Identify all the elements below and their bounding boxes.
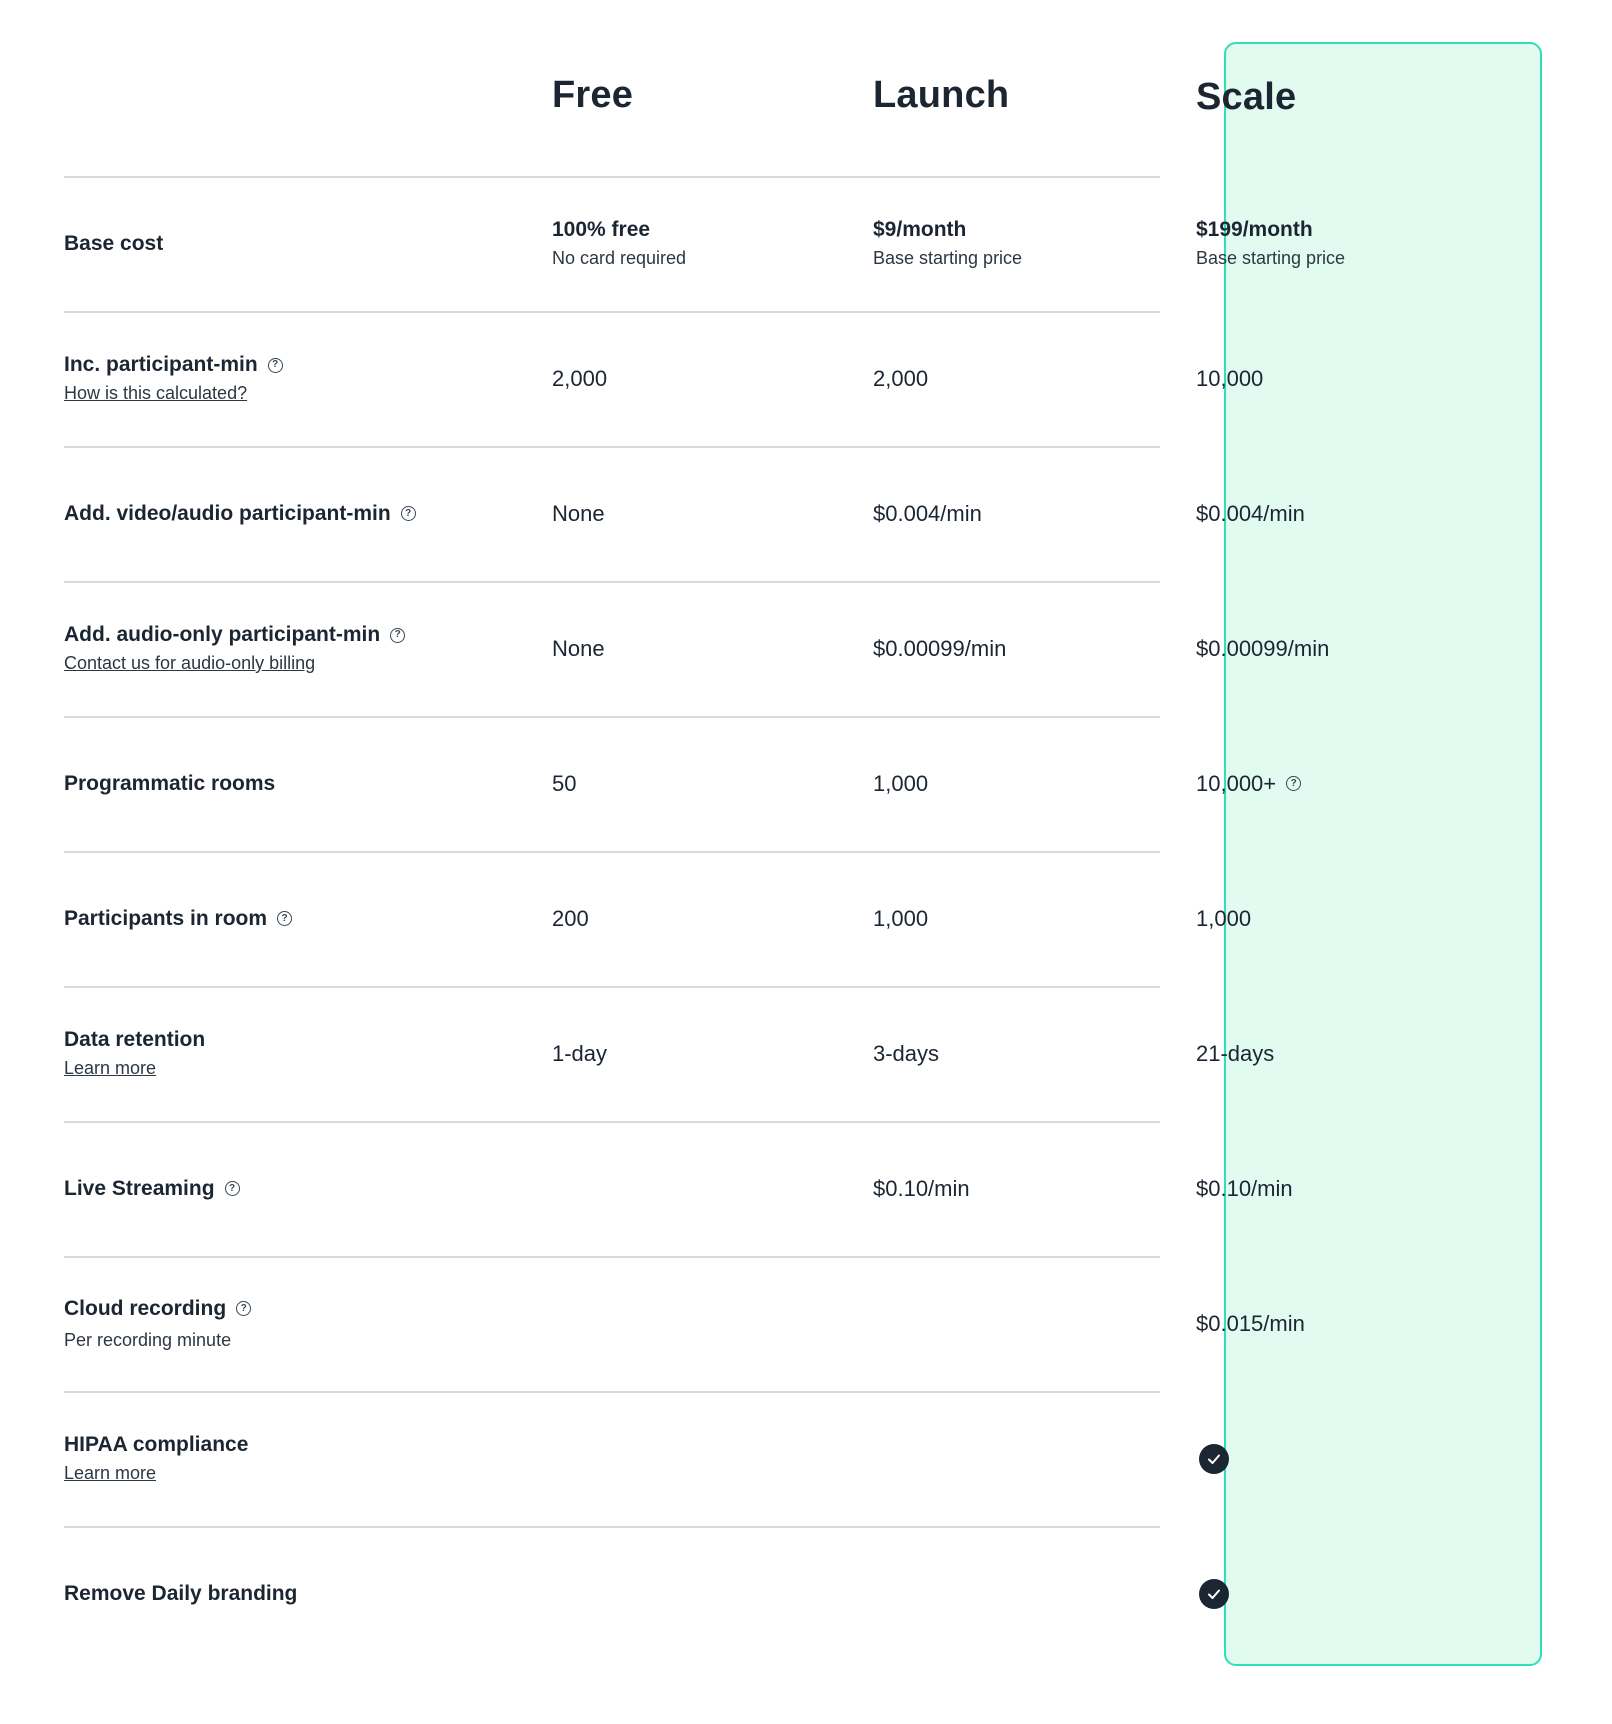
feature-label-cell [64, 1256, 504, 1391]
scale-base-cost-note: Base starting price [1196, 248, 1346, 268]
row-video-audio-participant-min [64, 446, 1482, 581]
scale-value: 1,000 [1196, 905, 1252, 931]
feature-label [64, 502, 504, 526]
question-circle-icon[interactable]: ? [277, 911, 292, 926]
feature-sublabel: Per recording minute [64, 1329, 232, 1350]
scale-cell [1196, 581, 1476, 716]
question-circle-icon[interactable]: ? [236, 1301, 251, 1316]
feature-label-text: HIPAA compliance [64, 1433, 249, 1456]
free-cell [552, 1256, 852, 1391]
feature-label [64, 1433, 504, 1457]
launch-value: 2,000 [873, 365, 929, 391]
feature-label-cell [64, 716, 504, 851]
how-calculated-link[interactable]: How is this calculated? [64, 383, 248, 403]
feature-label [64, 1582, 504, 1606]
launch-value: $0.00099/min [873, 635, 1007, 661]
scale-value [1196, 771, 1476, 797]
scale-cell [1196, 311, 1476, 446]
feature-label-text: Add. audio-only participant-min [64, 623, 381, 646]
free-value: None [552, 500, 605, 526]
row-participants-in-room [64, 851, 1482, 986]
check-circle-icon [1199, 1444, 1229, 1474]
scale-value: $0.015/min [1196, 1310, 1305, 1336]
row-remove-daily-branding [64, 1526, 1482, 1661]
launch-cell [873, 1256, 1173, 1391]
launch-cell [873, 1121, 1173, 1256]
question-circle-icon[interactable]: ? [268, 358, 283, 373]
free-cell [552, 716, 852, 851]
question-circle-icon[interactable]: ? [401, 506, 416, 521]
scale-cell [1196, 446, 1476, 581]
feature-label [64, 623, 504, 647]
free-cell [552, 851, 852, 986]
feature-label-cell [64, 851, 504, 986]
feature-label-text: Remove Daily branding [64, 1581, 298, 1605]
check-circle-icon [1199, 1579, 1229, 1609]
launch-cell [873, 446, 1173, 581]
feature-label-cell [64, 986, 504, 1121]
free-cell [552, 311, 852, 446]
feature-label [64, 1028, 504, 1052]
pricing-comparison-table [64, 0, 1482, 1724]
row-hipaa-compliance [64, 1391, 1482, 1526]
row-base-cost [64, 176, 1482, 311]
free-value: 50 [552, 770, 577, 796]
row-cloud-recording [64, 1256, 1482, 1391]
scale-value: $0.00099/min [1196, 635, 1330, 661]
scale-cell [1196, 1256, 1476, 1391]
free-cell [552, 1391, 852, 1526]
scale-cell [1196, 1121, 1476, 1256]
feature-label-cell [64, 1121, 504, 1256]
free-cell [552, 446, 852, 581]
data-retention-learn-more-link[interactable]: Learn more [64, 1058, 157, 1078]
question-circle-icon[interactable]: ? [1286, 776, 1301, 791]
plan-title-launch: Launch [873, 74, 1010, 116]
free-value: 200 [552, 905, 589, 931]
scale-value-text: 10,000+ [1196, 770, 1277, 796]
launch-base-cost: $9/month [873, 218, 967, 241]
scale-value: $0.10/min [1196, 1175, 1293, 1201]
scale-cell [1196, 176, 1476, 311]
launch-base-cost-note: Base starting price [873, 248, 1023, 268]
launch-cell [873, 851, 1173, 986]
plan-title-free: Free [552, 74, 634, 116]
feature-label [64, 353, 504, 377]
feature-label [64, 772, 504, 796]
free-cell [552, 1121, 852, 1256]
feature-label-cell [64, 311, 504, 446]
scale-value: 10,000 [1196, 365, 1264, 391]
feature-label [64, 907, 504, 931]
row-live-streaming [64, 1121, 1482, 1256]
feature-rows [64, 176, 1482, 1661]
scale-cell [1196, 716, 1476, 851]
plan-header-row [64, 0, 1482, 176]
hipaa-learn-more-link[interactable]: Learn more [64, 1463, 157, 1483]
feature-label-cell [64, 1526, 504, 1661]
scale-value: 21-days [1196, 1040, 1275, 1066]
scale-base-cost: $199/month [1196, 218, 1313, 241]
launch-cell [873, 716, 1173, 851]
free-cell [552, 581, 852, 716]
feature-label [64, 1297, 504, 1321]
feature-label-text: Live Streaming [64, 1176, 215, 1200]
feature-label-text: Cloud recording [64, 1296, 227, 1320]
feature-label-cell [64, 581, 504, 716]
free-cell [552, 176, 852, 311]
scale-cell [1196, 1391, 1476, 1526]
row-data-retention [64, 986, 1482, 1121]
feature-label-text: Add. video/audio participant-min [64, 501, 391, 525]
plan-title-scale: Scale [1196, 76, 1297, 118]
feature-label-cell [64, 446, 504, 581]
launch-cell [873, 311, 1173, 446]
feature-label-text: Programmatic rooms [64, 771, 276, 795]
launch-cell [873, 176, 1173, 311]
scale-cell [1196, 986, 1476, 1121]
row-inc-participant-min [64, 311, 1482, 446]
scale-cell [1196, 851, 1476, 986]
launch-cell [873, 986, 1173, 1121]
scale-cell [1196, 1526, 1476, 1661]
row-programmatic-rooms [64, 716, 1482, 851]
launch-cell [873, 1391, 1173, 1526]
launch-value: $0.004/min [873, 500, 982, 526]
scale-value: $0.004/min [1196, 500, 1305, 526]
feature-label-text: Inc. participant-min [64, 353, 258, 376]
question-circle-icon[interactable]: ? [390, 628, 405, 643]
row-audio-only-participant-min [64, 581, 1482, 716]
free-base-cost-note: No card required [552, 248, 687, 268]
free-value: None [552, 635, 605, 661]
question-circle-icon[interactable]: ? [225, 1181, 240, 1196]
free-value: 1-day [552, 1040, 608, 1066]
free-base-cost: 100% free [552, 218, 651, 241]
feature-label [64, 232, 504, 256]
feature-label [64, 1177, 504, 1201]
free-cell [552, 986, 852, 1121]
launch-value: 3-days [873, 1040, 940, 1066]
launch-value: 1,000 [873, 770, 929, 796]
feature-label-cell [64, 176, 504, 311]
launch-cell [873, 1526, 1173, 1661]
feature-label-cell [64, 1391, 504, 1526]
launch-cell [873, 581, 1173, 716]
feature-label-text: Base cost [64, 231, 164, 255]
launch-value: 1,000 [873, 905, 929, 931]
launch-value: $0.10/min [873, 1175, 970, 1201]
feature-label-text: Participants in room [64, 906, 268, 930]
contact-audio-billing-link[interactable]: Contact us for audio-only billing [64, 653, 316, 673]
feature-label-text: Data retention [64, 1028, 206, 1051]
free-cell [552, 1526, 852, 1661]
free-value: 2,000 [552, 365, 608, 391]
